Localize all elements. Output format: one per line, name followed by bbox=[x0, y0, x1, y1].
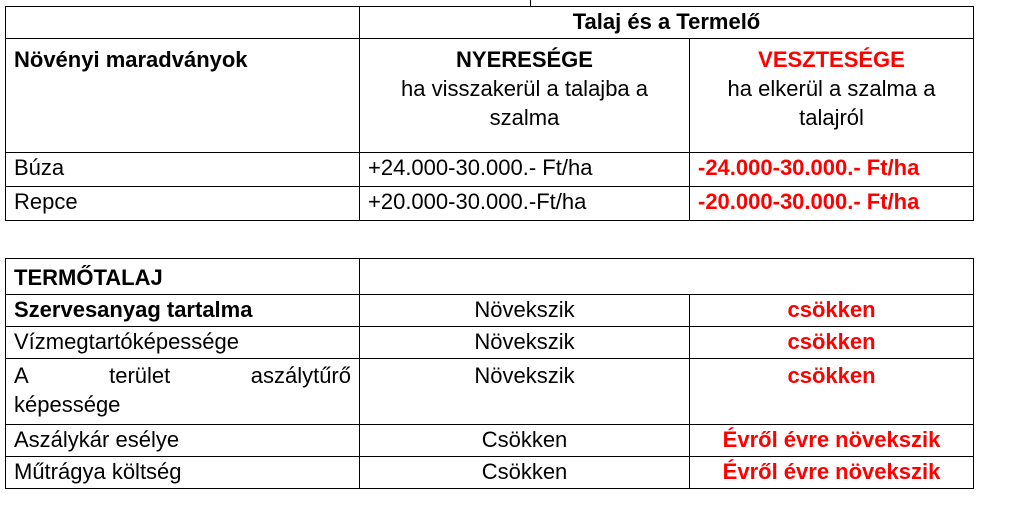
gain-title: NYERESÉGE bbox=[456, 47, 593, 72]
soil-property-line2: képessége bbox=[14, 392, 121, 417]
change-value: Csökken bbox=[360, 457, 690, 489]
loss-value: -20.000-30.000.- Ft/ha bbox=[690, 187, 974, 221]
table-row bbox=[6, 187, 974, 221]
soil-property: Műtrágya költség bbox=[6, 457, 360, 489]
change-value: Növekszik bbox=[360, 327, 690, 359]
loss-value: -24.000-30.000.- Ft/ha bbox=[690, 153, 974, 187]
loss-subtitle-line2: talajról bbox=[799, 105, 864, 130]
soil-table bbox=[5, 258, 974, 489]
soil-property: Aszálykár esélye bbox=[6, 425, 360, 457]
gain-subtitle-line1: ha visszakerül a talajba a bbox=[400, 76, 649, 101]
soil-property-word: terület bbox=[109, 363, 171, 388]
table-row bbox=[6, 327, 974, 359]
change-value: Csökken bbox=[360, 425, 690, 457]
soil-property-line1 bbox=[14, 361, 351, 390]
table-row bbox=[6, 153, 974, 187]
crop-name: Búza bbox=[6, 153, 360, 187]
soil-property-word: aszálytűrő bbox=[250, 363, 351, 388]
table-row bbox=[6, 39, 974, 153]
empty-cell bbox=[360, 259, 974, 295]
soil-property-word: A bbox=[14, 363, 29, 388]
crop-name: Repce bbox=[6, 187, 360, 221]
gain-value: +20.000-30.000.-Ft/ha bbox=[360, 187, 690, 221]
result-value: csökken bbox=[690, 327, 974, 359]
loss-header bbox=[690, 39, 974, 153]
change-value: Növekszik bbox=[360, 359, 690, 425]
table-row bbox=[6, 359, 974, 425]
soil-header: TERMŐTALAJ bbox=[6, 259, 360, 295]
loss-title: VESZTESÉGE bbox=[758, 47, 905, 72]
table-row bbox=[6, 259, 974, 295]
soil-property: Szervesanyag tartalma bbox=[6, 295, 360, 327]
table-row bbox=[6, 457, 974, 489]
table-row bbox=[6, 425, 974, 457]
table-row bbox=[6, 7, 974, 39]
gain-header bbox=[360, 39, 690, 153]
row-header bbox=[6, 39, 360, 153]
empty-cell bbox=[6, 7, 360, 39]
group-header: Talaj és a Termelő bbox=[360, 7, 974, 39]
gain-subtitle-line2: szalma bbox=[489, 105, 560, 130]
table-row bbox=[6, 295, 974, 327]
soil-property bbox=[6, 359, 360, 425]
result-value: Évről évre növekszik bbox=[690, 425, 974, 457]
gain-value: +24.000-30.000.- Ft/ha bbox=[360, 153, 690, 187]
loss-subtitle-line1: ha elkerül a szalma a bbox=[727, 76, 936, 101]
result-value: csökken bbox=[690, 359, 974, 425]
crop-residue-table bbox=[5, 6, 974, 221]
change-value: Növekszik bbox=[360, 295, 690, 327]
result-value: csökken bbox=[690, 295, 974, 327]
row-header-label: Növényi maradványok bbox=[14, 47, 248, 72]
result-value: Évről évre növekszik bbox=[690, 457, 974, 489]
soil-property: Vízmegtartóképessége bbox=[6, 327, 360, 359]
